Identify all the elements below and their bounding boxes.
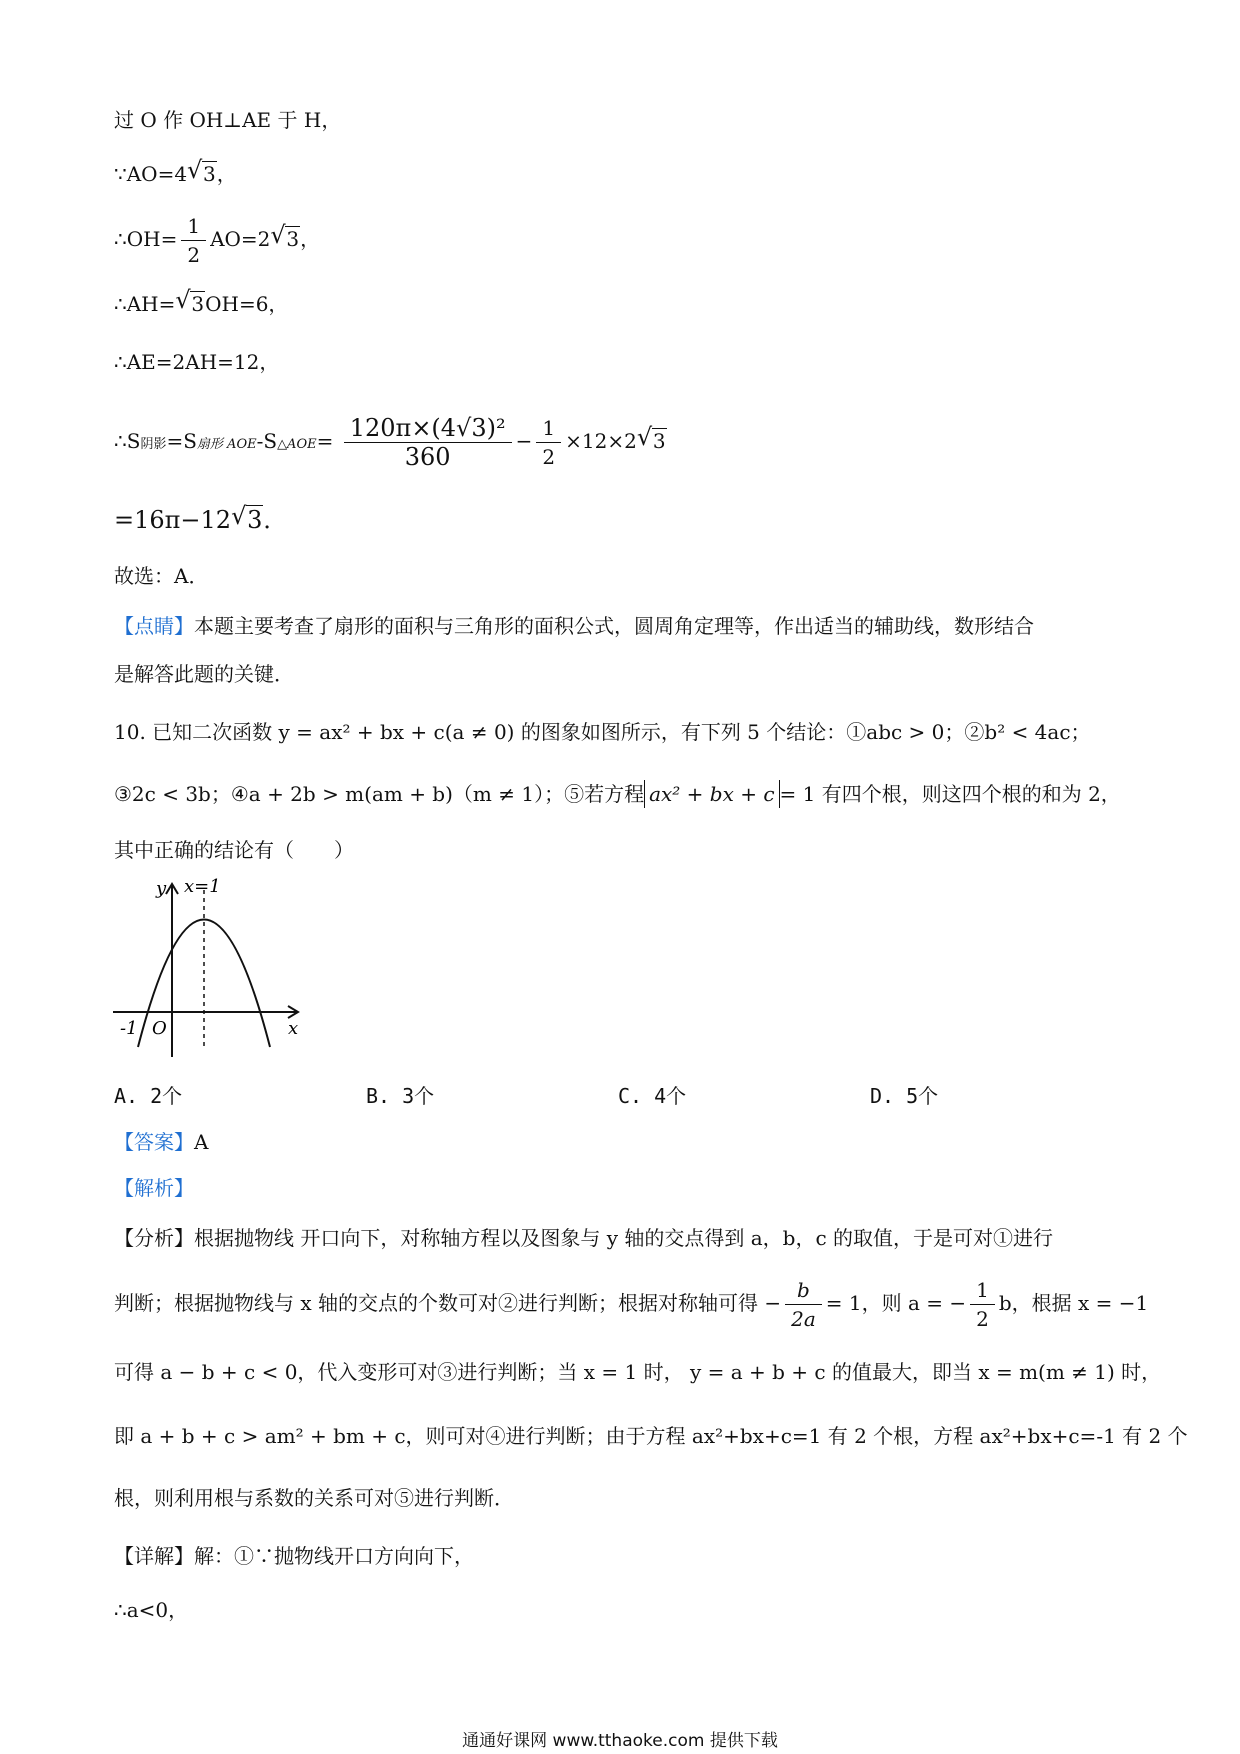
text: b，根据 x = −1 — [998, 1291, 1149, 1315]
text: ， — [216, 162, 237, 186]
symmetry-axis-label: x=1 — [184, 876, 221, 897]
solution-line: 过 O 作 OH⊥AE 于 H， — [114, 108, 342, 132]
absolute-value: ax² + bx + c — [644, 780, 779, 808]
text: ∴OH= — [114, 227, 178, 251]
subscript: 扇形 AOE — [196, 437, 257, 452]
subscript: 阴影 — [140, 437, 167, 452]
solution-line — [114, 160, 237, 188]
analysis-line: 根，则利用根与系数的关系可对⑤进行判断． — [114, 1486, 514, 1510]
text: =S — [166, 429, 197, 453]
area-formula-line — [114, 414, 667, 471]
answer-line — [114, 1128, 208, 1156]
text: AO=2 — [210, 227, 271, 251]
page-footer: 通通好课网 www.tthaoke.com 提供下载 — [462, 1731, 778, 1751]
jiexi-line — [114, 1174, 194, 1202]
solution-line: ∴AE=2AH=12， — [114, 350, 280, 374]
detail-line — [114, 1542, 474, 1570]
fraction: $\frac{1}{2}$ — [970, 1276, 995, 1333]
option-d[interactable]: D. 5个 — [870, 1084, 939, 1108]
text: = 1，则 a = − — [825, 1291, 967, 1315]
text: OH=6， — [205, 292, 289, 316]
text: ∴AH= — [114, 292, 176, 316]
sqrt-symbol: √ 3 — [637, 427, 667, 455]
option-a[interactable]: A. 2个 — [114, 1084, 183, 1108]
analysis-line: 可得 a − b + c < 0，代入变形可对③进行判断；当 x = 1 时， y = a + b + c 的值最大，即当 x = m(m ≠ 1) 时， — [114, 1360, 1162, 1384]
question-line: 10. 已知二次函数 y = ax² + bx + c(a ≠ 0) 的图象如图所示，有下列 5 个结论：①abc > 0；②b² < 4ac； — [114, 720, 1091, 744]
text: ， — [300, 227, 321, 251]
solution-line — [114, 506, 287, 534]
dianjing-line: 是解答此题的关键． — [114, 662, 294, 686]
text: − — [515, 429, 533, 453]
text: 本题主要考查了扇形的面积与三角形的面积公式，圆周角定理等，作出适当的辅助线，数形结合 — [194, 614, 1034, 638]
dianjing-line — [114, 612, 1034, 640]
option-b[interactable]: B. 3个 — [366, 1084, 435, 1108]
text: ③2c < 3b；④a + 2b > m(am + b)（m ≠ 1）；⑤若方程 — [114, 782, 645, 806]
text: -S — [256, 429, 278, 453]
question-line: 其中正确的结论有（ ） — [114, 838, 354, 862]
text: 根据抛物线 开口向下，对称轴方程以及图象与 y 轴的交点得到 a，b，c 的取值，于是可对①进行 — [194, 1226, 1054, 1250]
analysis-line — [114, 1224, 1053, 1252]
fraction: $\frac{b}{2a}$ — [785, 1276, 822, 1333]
text: 解：①∵抛物线开口方向向下， — [194, 1544, 474, 1568]
analysis-line — [114, 1276, 1148, 1333]
y-axis-label: y — [156, 878, 167, 899]
text: ． — [263, 506, 288, 534]
denominator: 360 — [404, 443, 451, 471]
text: = — [316, 429, 334, 453]
text: = 1 有四个根，则这四个根的和为 2， — [779, 782, 1121, 806]
section-tag: 【解析】 — [114, 1176, 194, 1200]
numerator: 120π×(4√3)² — [344, 414, 512, 443]
neg-one-label: -1 — [120, 1018, 138, 1039]
text: ∵AO=4 — [114, 162, 188, 186]
solution-line — [114, 212, 320, 269]
x-axis-label: x — [288, 1018, 299, 1039]
solution-line: 故选：A． — [114, 564, 209, 588]
sqrt-symbol: √ 3 — [175, 290, 205, 318]
section-tag: 【点睛】 — [114, 614, 194, 638]
question-line — [114, 780, 1121, 808]
detail-line: ∴a<0， — [114, 1598, 189, 1622]
section-tag: 【答案】 — [114, 1130, 194, 1154]
text: 判断；根据抛物线与 x 轴的交点的个数可对②进行判断；根据对称轴可得 − — [114, 1291, 782, 1315]
sqrt-symbol: √ 3 — [270, 225, 300, 253]
option-c[interactable]: C. 4个 — [618, 1084, 687, 1108]
fraction-half: $\frac{1}{2}$ — [181, 212, 206, 269]
text: ∴S — [114, 429, 141, 453]
subscript: △AOE — [277, 437, 317, 452]
parabola-graph — [108, 872, 308, 1062]
solution-line — [114, 290, 288, 318]
analysis-line: 即 a + b + c > am² + bm + c，则可对④进行判断；由于方程 ax²+bx+c=1 有 2 个根，方程 ax²+bx+c=-1 有 2 个 — [114, 1424, 1188, 1448]
section-tag: 【分析】 — [114, 1226, 194, 1250]
fraction-half: $\frac{1}{2}$ — [536, 414, 561, 471]
section-tag: 【详解】 — [114, 1544, 194, 1568]
text: ×12×2 — [565, 429, 637, 453]
sqrt-symbol: √ 3 — [231, 506, 263, 534]
text: =16π−12 — [114, 506, 232, 534]
fraction-sector-area — [344, 414, 512, 471]
answer-value: A — [194, 1130, 209, 1154]
origin-label: O — [152, 1018, 167, 1039]
sqrt-symbol: √ 3 — [187, 160, 217, 188]
